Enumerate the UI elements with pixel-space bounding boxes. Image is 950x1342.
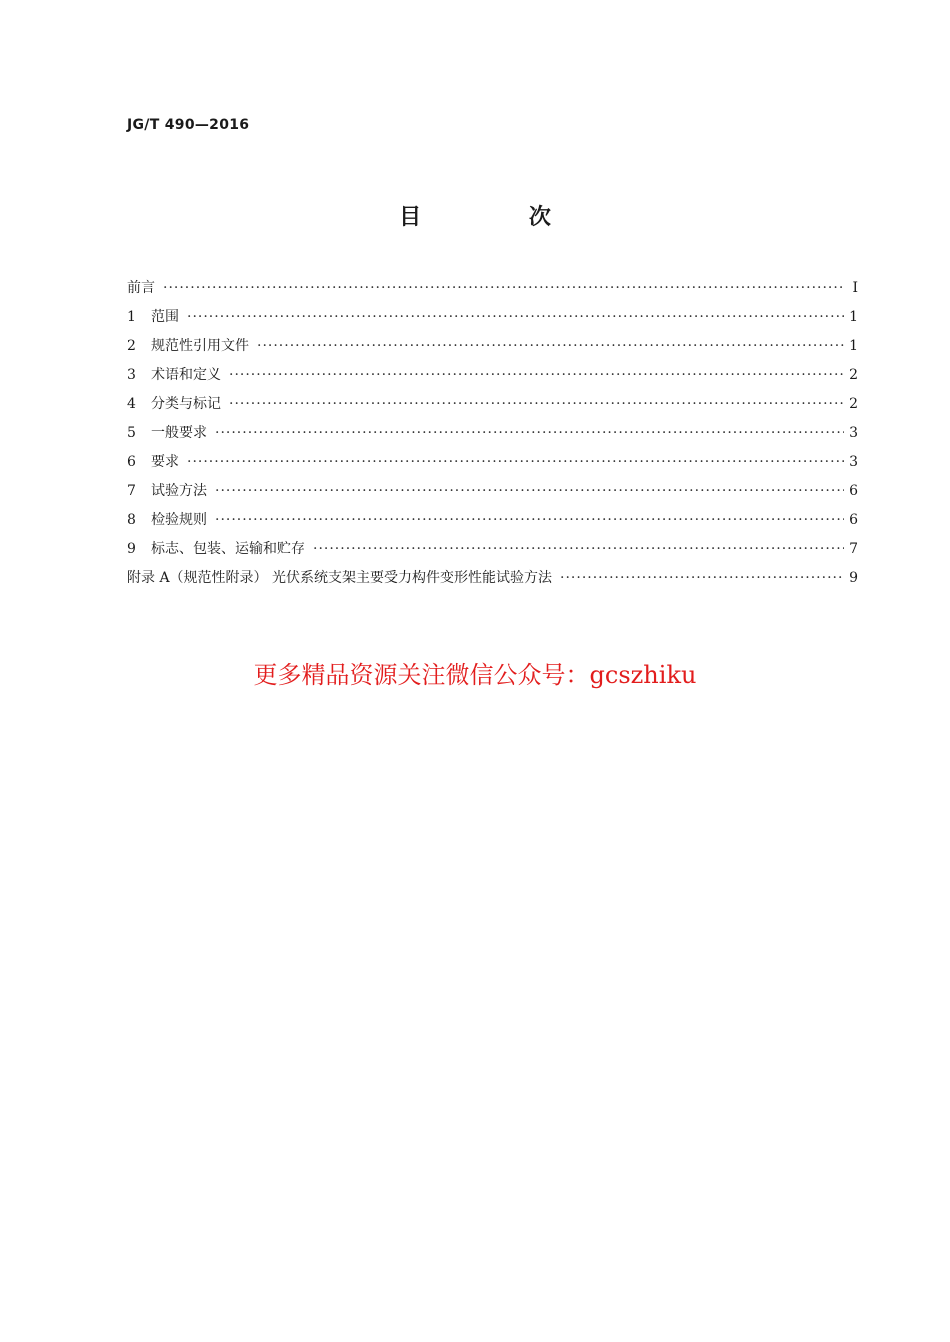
toc-item[interactable] <box>127 278 858 307</box>
toc-leader-dots <box>229 365 844 385</box>
toc-item[interactable] <box>127 452 858 481</box>
toc-item-label: 规范性引用文件 <box>151 338 249 354</box>
toc-leader-dots <box>163 278 844 298</box>
toc-item[interactable] <box>127 307 858 336</box>
toc-item-page: 2 <box>849 367 858 383</box>
toc-leader-dots <box>257 336 844 356</box>
toc-leader-dots <box>187 307 844 327</box>
toc-item-label: 试验方法 <box>151 483 207 499</box>
toc-leader-dots <box>215 510 844 530</box>
toc-item-number: 2 <box>127 338 136 354</box>
toc-item[interactable] <box>127 423 858 452</box>
toc-leader-dots <box>187 452 844 472</box>
toc-item-page: 1 <box>849 309 858 325</box>
toc-item-number: 8 <box>127 512 136 528</box>
toc-item-label: 术语和定义 <box>151 367 221 383</box>
toc-item-page: 3 <box>849 454 858 470</box>
toc-item-number: 1 <box>127 309 136 325</box>
toc-item[interactable] <box>127 510 858 539</box>
toc-item-label: 分类与标记 <box>151 396 221 412</box>
table-of-contents <box>127 278 858 597</box>
toc-item-page: Ⅰ <box>852 280 858 296</box>
promo-banner-text: 更多精品资源关注微信公众号：gcszhiku <box>253 661 697 689</box>
toc-item-appendix[interactable] <box>127 568 858 597</box>
toc-leader-dots <box>229 394 844 414</box>
toc-item-page: 1 <box>849 338 858 354</box>
toc-item-label: 要求 <box>151 454 179 470</box>
toc-item[interactable] <box>127 365 858 394</box>
toc-item-number: 3 <box>127 367 136 383</box>
toc-item-number: 5 <box>127 425 136 441</box>
toc-item-number: 9 <box>127 541 136 557</box>
toc-leader-dots <box>313 539 844 559</box>
toc-item-page: 3 <box>849 425 858 441</box>
toc-item[interactable] <box>127 394 858 423</box>
toc-item-page: 9 <box>849 570 858 586</box>
toc-leader-dots <box>215 481 844 501</box>
toc-item-number: 6 <box>127 454 136 470</box>
toc-item-label: 附录 A（规范性附录） 光伏系统支架主要受力构件变形性能试验方法 <box>127 570 553 586</box>
toc-item-label: 前言 <box>127 280 155 296</box>
toc-leader-dots <box>215 423 844 443</box>
toc-item[interactable] <box>127 539 858 568</box>
toc-item[interactable] <box>127 481 858 510</box>
toc-item-page: 7 <box>849 541 858 557</box>
toc-item-label: 范围 <box>151 309 179 325</box>
toc-item-page: 2 <box>849 396 858 412</box>
toc-item-label: 检验规则 <box>151 512 207 528</box>
standard-code: JG/T 490—2016 <box>127 117 250 133</box>
toc-item-page: 6 <box>849 483 858 499</box>
toc-item[interactable] <box>127 336 858 365</box>
toc-item-page: 6 <box>849 512 858 528</box>
toc-item-number: 7 <box>127 483 136 499</box>
toc-item-number: 4 <box>127 396 136 412</box>
page-title: 目 次 <box>399 205 601 230</box>
toc-item-label: 标志、包装、运输和贮存 <box>151 541 305 557</box>
toc-leader-dots <box>560 568 844 588</box>
toc-item-label: 一般要求 <box>151 425 207 441</box>
